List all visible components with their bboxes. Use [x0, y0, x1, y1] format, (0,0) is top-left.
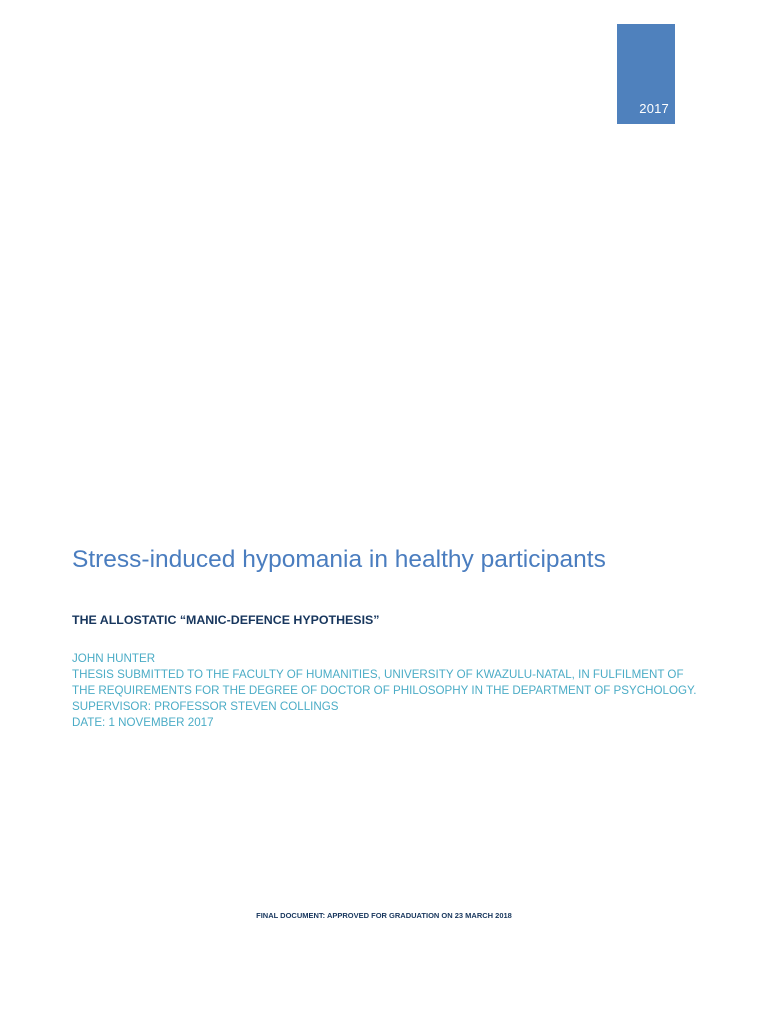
document-subtitle: THE ALLOSTATIC “MANIC-DEFENCE HYPOTHESIS” [72, 613, 380, 627]
author-name: JOHN HUNTER [72, 652, 156, 665]
year-banner [617, 24, 675, 124]
submission-date: DATE: 1 NOVEMBER 2017 [72, 716, 214, 729]
year-label: 2017 [639, 101, 669, 116]
thesis-statement-line-1: THESIS SUBMITTED TO THE FACULTY OF HUMANITIES, UNIVERSITY OF KWAZULU-NATAL, IN FULFILMENT OF [72, 668, 684, 681]
approval-note: FINAL DOCUMENT: APPROVED FOR GRADUATION ON 23 MARCH 2018 [256, 911, 512, 920]
thesis-details [72, 651, 712, 731]
supervisor: SUPERVISOR: PROFESSOR STEVEN COLLINGS [72, 700, 339, 713]
thesis-statement-line-2: THE REQUIREMENTS FOR THE DEGREE OF DOCTOR OF PHILOSOPHY IN THE DEPARTMENT OF PSYCHOLOGY. [72, 684, 697, 697]
document-title: Stress-induced hypomania in healthy participants [72, 546, 606, 573]
